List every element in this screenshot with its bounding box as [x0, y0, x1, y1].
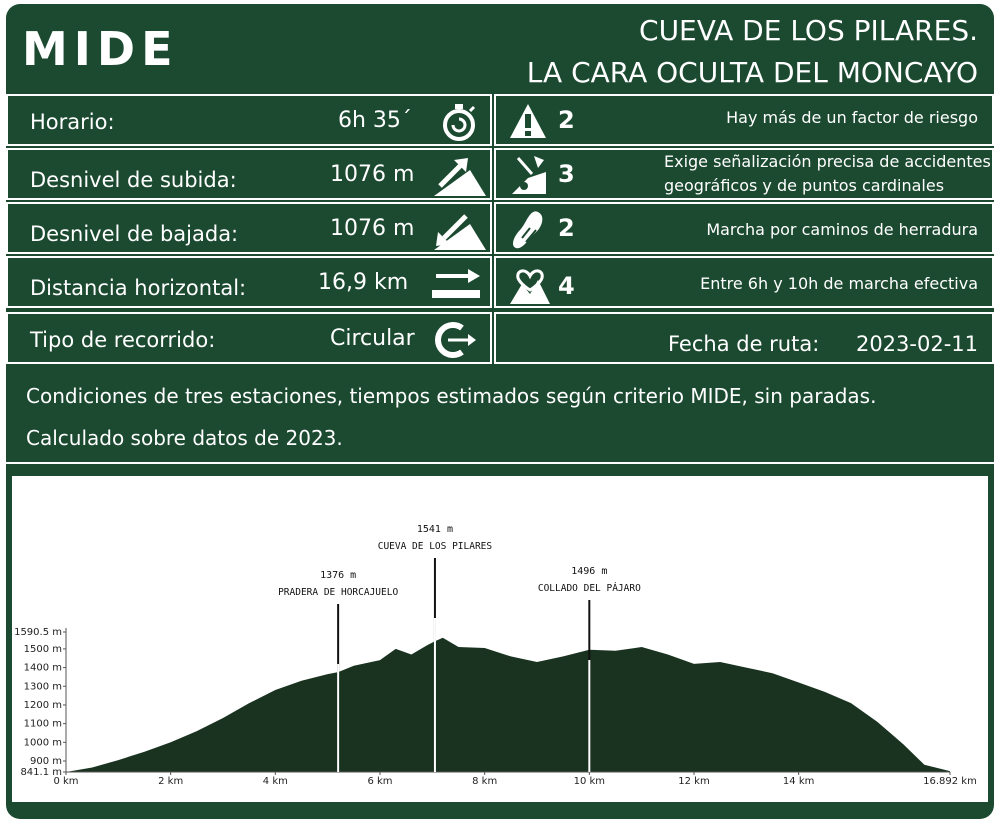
annotation-name: PRADERA DE HORCAJUELO: [278, 587, 399, 598]
x-tick-label: 14 km: [782, 776, 815, 787]
effort-icon: [508, 262, 552, 306]
annotation-elevation: 1496 m: [571, 566, 608, 577]
notes-line1: Condiciones de tres estaciones, tiempos estimados según criterio MIDE, sin paradas.: [26, 384, 877, 408]
y-tick-label: 900 m: [29, 755, 62, 767]
row-tipo-recorrido: [6, 312, 492, 364]
esfuerzo-level: 4: [558, 272, 575, 300]
row-fecha: [494, 312, 994, 364]
divider: [6, 462, 994, 464]
descent-icon: [432, 210, 488, 252]
fecha-value: 2023-02-11: [855, 332, 978, 356]
annotation-elevation: 1541 m: [416, 524, 454, 535]
elevation-profile: [12, 476, 988, 802]
x-tick-label: 2 km: [158, 776, 184, 787]
annotation-name: CUEVA DE LOS PILARES: [377, 541, 493, 552]
annotation-elevation: 1376 m: [320, 570, 357, 581]
row-horario: [6, 94, 492, 146]
warning-icon: [508, 102, 548, 140]
x-tick-label: 12 km: [678, 776, 710, 787]
elevation-chart: [12, 476, 988, 802]
distancia-value: 16,9 km: [318, 270, 409, 295]
y-tick-label: 1200 m: [23, 699, 62, 711]
row-esfuerzo: [494, 256, 994, 308]
riesgo-level: 2: [558, 106, 575, 134]
stopwatch-icon: [440, 102, 480, 142]
row-distancia: [6, 256, 492, 308]
y-tick-label: 841.1 m: [20, 767, 62, 778]
orientation-icon: [508, 154, 550, 196]
ascent-icon: [432, 156, 488, 198]
x-tick-label: 6 km: [367, 776, 393, 787]
y-tick-label: 1500 m: [23, 643, 62, 655]
recorrido-value: Circular: [330, 326, 415, 351]
bajada-label: Desnivel de bajada:: [30, 222, 239, 246]
circular-route-icon: [432, 320, 478, 360]
y-tick-label: 1000 m: [23, 737, 62, 749]
fecha-label: Fecha de ruta:: [668, 332, 820, 356]
y-tick-label: 1400 m: [23, 662, 62, 674]
orientacion-level: 3: [558, 160, 575, 188]
distance-icon: [430, 266, 482, 302]
riesgo-desc: Hay más de un factor de riesgo: [726, 108, 978, 127]
mide-logo: MIDE: [22, 22, 179, 76]
bajada-value: 1076 m: [330, 216, 415, 241]
row-orientacion: [494, 148, 994, 200]
horario-value: 6h 35´: [338, 108, 412, 133]
horario-label: Horario:: [30, 110, 115, 134]
notes-line2: Calculado sobre datos de 2023.: [26, 426, 343, 450]
y-tick-label: 1590.5 m: [14, 627, 62, 638]
esfuerzo-desc: Entre 6h y 10h de marcha efectiva: [700, 274, 978, 293]
desplazamiento-level: 2: [558, 214, 575, 242]
row-desnivel-bajada: [6, 202, 492, 254]
y-tick-label: 1300 m: [23, 681, 62, 693]
row-riesgo: [494, 94, 994, 146]
desplazamiento-desc: Marcha por caminos de herradura: [706, 220, 978, 239]
footprint-icon: [508, 208, 548, 252]
annotation-name: COLLADO DEL PÁJARO: [537, 583, 641, 594]
subida-value: 1076 m: [330, 162, 415, 187]
y-tick-label: 1100 m: [23, 718, 62, 730]
x-tick-label: 10 km: [573, 776, 606, 787]
subida-label: Desnivel de subida:: [30, 168, 237, 192]
row-desplazamiento: [494, 202, 994, 254]
route-title-line1: CUEVA DE LOS PILARES.: [639, 14, 978, 47]
elevation-area: [66, 638, 950, 772]
distancia-label: Distancia horizontal:: [30, 276, 247, 300]
recorrido-label: Tipo de recorrido:: [30, 328, 216, 352]
x-tick-label: 0 km: [53, 776, 79, 787]
orientacion-desc-line2: geográficos y de puntos cardinales: [664, 176, 945, 195]
x-tick-label: 16.892 km: [923, 776, 977, 787]
route-title-line2: LA CARA OCULTA DEL MONCAYO: [526, 56, 978, 89]
x-tick-label: 4 km: [262, 776, 288, 787]
row-desnivel-subida: [6, 148, 492, 200]
x-tick-label: 8 km: [472, 776, 498, 787]
orientacion-desc-line1: Exige señalización precisa de accidentes: [664, 152, 991, 171]
